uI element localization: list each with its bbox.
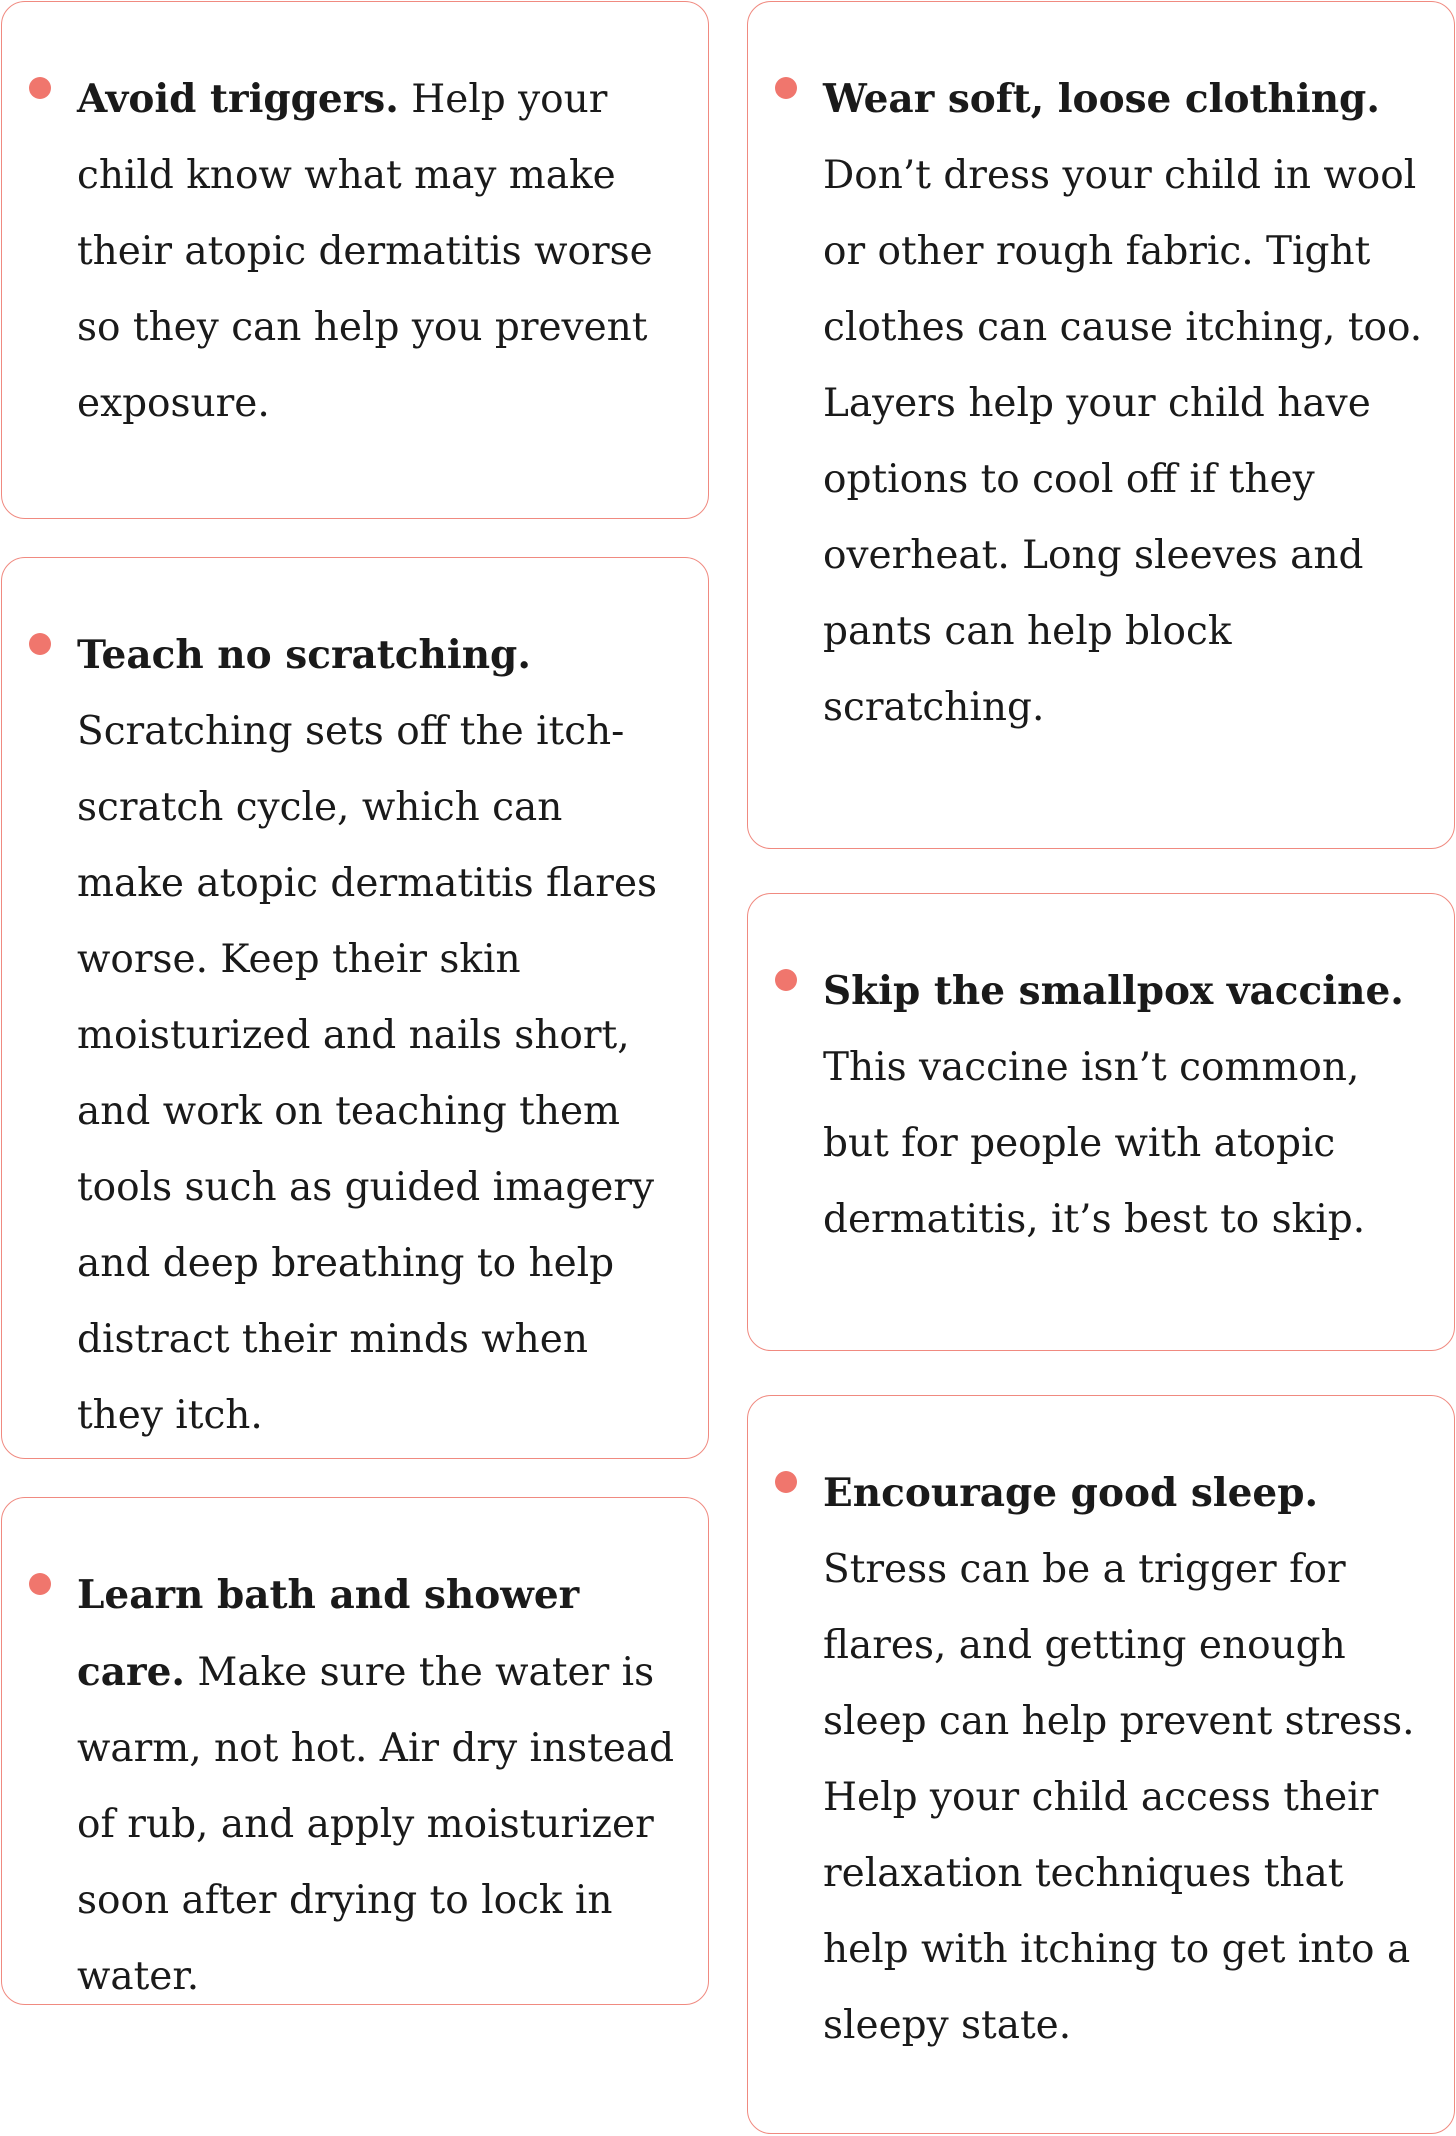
- tip-title: Teach no scratching.: [77, 632, 531, 678]
- tip-card-skip-smallpox-vaccine: [747, 893, 1455, 1351]
- bullet-dot: [29, 633, 51, 655]
- tip-text: [823, 1455, 1423, 2064]
- tip-card-soft-clothing: [747, 1, 1455, 849]
- tip-body: This vaccine isn’t common, but for people with atopic dermatitis, it’s best to skip.: [823, 1045, 1366, 1242]
- bullet-dot: [775, 969, 797, 991]
- tip-card-bath-shower-care: [1, 1497, 709, 2005]
- tip-card-teach-no-scratching: [1, 557, 709, 1459]
- tip-card-avoid-triggers: [1, 1, 709, 519]
- tip-card-good-sleep: [747, 1395, 1455, 2134]
- tip-title: Skip the smallpox vaccine.: [823, 968, 1404, 1014]
- tip-body: Stress can be a trigger for flares, and getting enough sleep can help prevent stress. Help your child access their relaxation techniques that help with itching to get into a sleepy state.: [823, 1547, 1415, 2048]
- tip-body: Help your child know what may make their atopic dermatitis worse so they can help you prevent exposure.: [77, 77, 653, 426]
- bullet-dot: [775, 1471, 797, 1493]
- tip-text: [823, 61, 1423, 746]
- tip-body: Scratching sets off the itch-scratch cycle, which can make atopic dermatitis flares worse. Keep their skin moisturized and nails short, and work on teaching them tools such as guided imagery and deep breathing to help distract their minds when they itch.: [77, 709, 658, 1438]
- tip-text: [77, 617, 677, 1454]
- tip-body: Don’t dress your child in wool or other rough fabric. Tight clothes can cause itching, too. Layers help your child have options to cool off if they overheat. Long sleeves and pants can help block scratching.: [823, 153, 1423, 730]
- tip-title: Learn bath and shower care.: [77, 1572, 580, 1695]
- bullet-dot: [775, 77, 797, 99]
- tip-title: Avoid triggers.: [77, 76, 399, 122]
- tip-text: [823, 953, 1423, 1258]
- tip-title: Wear soft, loose clothing.: [823, 76, 1380, 122]
- bullet-dot: [29, 1573, 51, 1595]
- tip-title: Encourage good sleep.: [823, 1470, 1319, 1516]
- bullet-dot: [29, 77, 51, 99]
- tip-text: [77, 1557, 677, 2015]
- tip-body: Make sure the water is warm, not hot. Air dry instead of rub, and apply moisturizer soon after drying to lock in water.: [77, 1650, 675, 1999]
- tip-text: [77, 61, 677, 442]
